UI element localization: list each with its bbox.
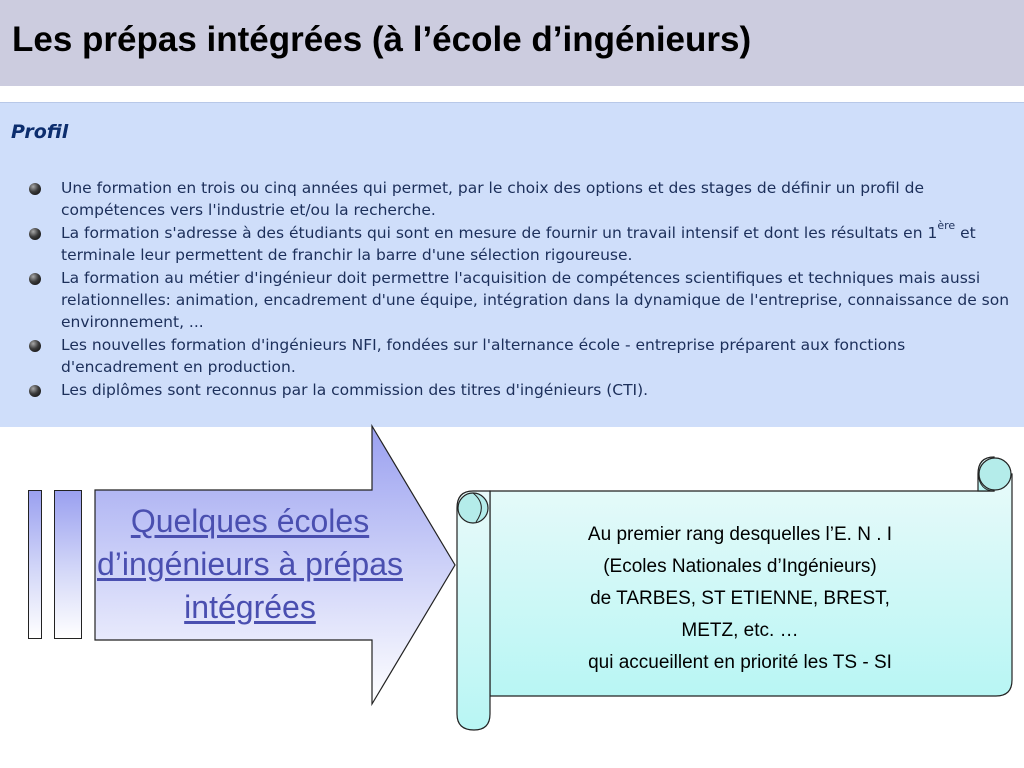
scroll-line: de TARBES, ST ETIENNE, BREST, bbox=[590, 588, 890, 609]
slide-title: Les prépas intégrées (à l’école d’ingénieurs) bbox=[12, 20, 752, 59]
scroll-line: (Ecoles Nationales d’Ingénieurs) bbox=[603, 556, 877, 577]
scroll-line: METZ, etc. … bbox=[681, 620, 799, 641]
schools-link[interactable]: Quelques écoles d’ingénieurs à prépas intégrées bbox=[97, 503, 403, 625]
profil-heading: Profil bbox=[11, 121, 69, 143]
scroll-line: Au premier rang desquelles l’E. N . I bbox=[587, 524, 893, 545]
scroll-line: qui accueillent en priorité les TS - SI bbox=[588, 652, 892, 673]
bullet-text: La formation au métier d'ingénieur doit permettre l'acquisition de compétences scientifiques et techniques mais aussi relationnelles: animation, encadrement d'une équipe, intégration dans la dynamique de l'entreprise, connaissance de son environnement, ... bbox=[61, 269, 1010, 331]
superscript-ere: ère bbox=[937, 219, 956, 232]
bullet-text-continued: et terminale leur permettent de franchir la barre d'une sélection rigoureuse. bbox=[61, 224, 976, 264]
scroll-text bbox=[500, 519, 980, 679]
bullet-text: Une formation en trois ou cinq années qui permet, par le choix des options et des stages de définir un profil de compétences vers l'industrie et/ou la recherche. bbox=[61, 179, 925, 219]
bullet-text: Les diplômes sont reconnus par la commission des titres d'ingénieurs (CTI). bbox=[61, 381, 649, 399]
bullet-text: Les nouvelles formation d'ingénieurs NFI, fondées sur l'alternance école - entreprise préparent aux fonctions d'encadrement en production. bbox=[61, 336, 906, 376]
bullet-text: La formation s'adresse à des étudiants qui sont en mesure de fournir un travail intensif et dont les résultats en 1 bbox=[61, 224, 938, 242]
